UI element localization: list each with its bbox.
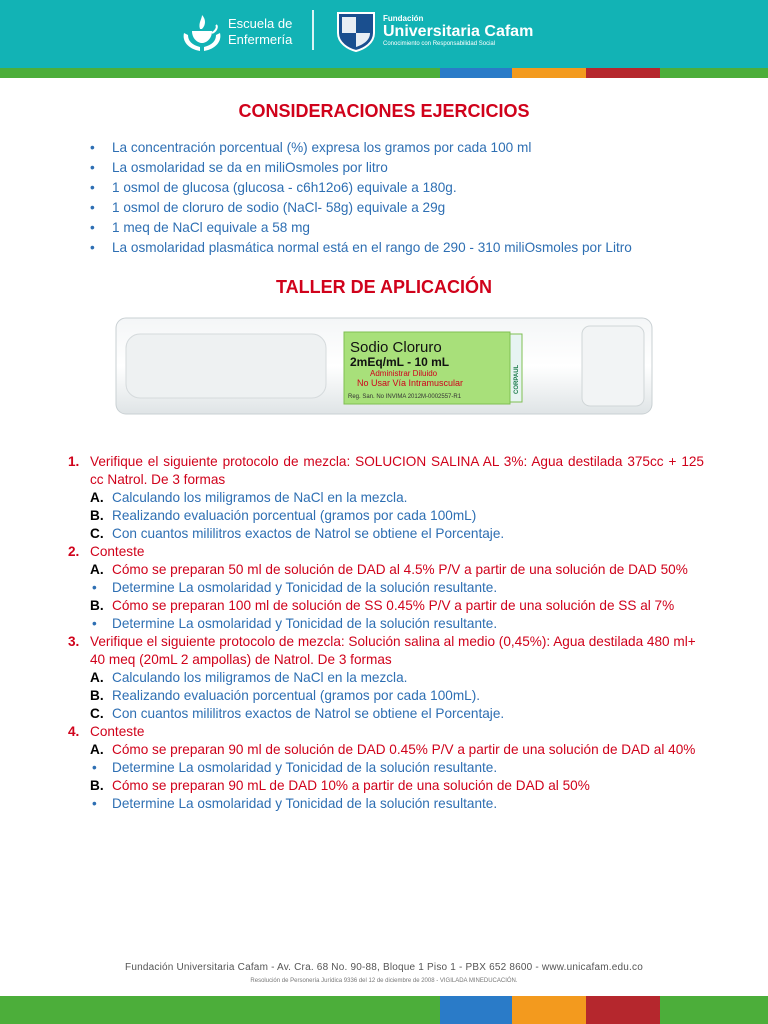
exercise-2-a-sub: • Determine La osmolaridad y Tonicidad de la solución resultante. [92, 580, 498, 595]
consideraciones-list [88, 138, 632, 258]
exercise-number: 1. [68, 454, 80, 469]
stripe-blue [440, 68, 512, 78]
list-item: • 1 meq de NaCl equivale a 58 mg [88, 218, 632, 238]
bullet-dot: • [92, 760, 97, 775]
ampoule-label-warn2: No Usar Vía Intramuscular [357, 378, 464, 388]
exercise-2 [64, 543, 704, 561]
exercise-3-a: A. Calculando los miligramos de NaCl en la mezcla. [90, 670, 408, 685]
list-item: • La osmolaridad se da en miliOsmoles por litro [88, 158, 632, 178]
stripe-red [586, 68, 660, 78]
exercise-text: Verifique el siguiente protocolo de mezcla: SOLUCION SALINA AL 3%: Agua destilada 375cc + 125 cc Natrol. De 3 formas [90, 454, 704, 487]
bullet-dot: • [92, 616, 97, 631]
footer-address: Fundación Universitaria Cafam - Av. Cra. 68 No. 90-88, Bloque 1 Piso 1 - PBX 652 8600 - www.unicafam.edu.co [125, 962, 643, 973]
exercise-4-b-sub: • Determine La osmolaridad y Tonicidad de la solución resultante. [92, 796, 498, 811]
nursing-lamp-hands-icon [180, 11, 224, 53]
cafam-line3: Conocimiento con Responsabilidad Social [383, 41, 496, 47]
stripe-orange [512, 996, 586, 1024]
exercise-3-b: B. Realizando evaluación porcentual (gramos por cada 100mL). [90, 688, 481, 703]
exercise-4-a-sub: • Determine La osmolaridad y Tonicidad de la solución resultante. [92, 760, 498, 775]
exercise-list [64, 453, 704, 813]
cafam-line1: Fundación [383, 14, 424, 23]
exercise-number: 3. [68, 634, 80, 649]
exercise-2-b-sub: • Determine La osmolaridad y Tonicidad de la solución resultante. [92, 616, 498, 631]
header-color-stripe [0, 68, 768, 78]
list-item: • 1 osmol de cloruro de sodio (NaCl- 58g) equivale a 29g [88, 198, 632, 218]
exercise-text: Verifique el siguiente protocolo de mezcla: Solución salina al medio (0,45%): Agua destilada 480 ml+ 40 meq (20mL 2 ampollas) de Natrol. De 3 formas [90, 634, 696, 667]
cafam-line2: Universitaria Cafam [383, 23, 534, 40]
stripe-red [586, 996, 660, 1024]
stripe-green [0, 996, 440, 1024]
exercise-1 [64, 453, 704, 489]
ampoule-label-warn1: Administrar Diluido [370, 369, 438, 378]
logo-divider [312, 10, 314, 50]
ampoule-label-conc: 2mEq/mL - 10 mL [350, 355, 450, 369]
exercise-1-c: C. Con cuantos mililitros exactos de Natrol se obtiene el Porcentaje. [90, 526, 505, 541]
list-item: • La osmolaridad plasmática normal está en el rango de 290 - 310 miliOsmoles por Litro [88, 238, 632, 258]
bullet-dot: • [92, 580, 97, 595]
stripe-orange [512, 68, 586, 78]
sodium-chloride-ampoule-image [112, 312, 656, 420]
exercise-4-b: B. Cómo se preparan 90 mL de DAD 10% a partir de una solución de DAD al 50% [90, 778, 590, 793]
cafam-shield-icon [334, 9, 378, 53]
cafam-logo [334, 9, 533, 53]
exercise-3 [64, 633, 704, 669]
ampoule-label-name: Sodio Cloruro [350, 339, 442, 356]
list-item: • 1 osmol de glucosa (glucosa - c6h12o6) equivale a 180g. [88, 178, 632, 198]
exercise-number: 4. [68, 724, 80, 739]
ampoule-label-reg: Reg. San. No INVIMA 2012M-0002557-R1 [348, 394, 462, 400]
footer-resolution: Resolución de Personería Jurídica 9336 del 12 de diciembre de 2008 - VIGILADA MINEDUCACIÓN. [250, 978, 518, 984]
exercise-text: Conteste [90, 724, 145, 739]
escuela-logo [180, 11, 292, 53]
exercise-text: Conteste [90, 544, 145, 559]
stripe-green-end [660, 996, 768, 1024]
exercise-4-a: A. Cómo se preparan 90 ml de solución de DAD 0.45% P/V a partir de una solución de DAD al 40% [90, 742, 696, 757]
ampoule-brand: CORPAUL [514, 364, 520, 394]
stripe-blue [440, 996, 512, 1024]
stripe-green-end [660, 68, 768, 78]
consideraciones-title: CONSIDERACIONES EJERCICIOS [238, 101, 530, 121]
list-item: • La concentración porcentual (%) expresa los gramos por cada 100 ml [88, 138, 632, 158]
exercise-2-b: B. Cómo se preparan 100 ml de solución de SS 0.45% P/V a partir de una solución de SS al 7% [90, 598, 675, 613]
exercise-number: 2. [68, 544, 80, 559]
exercise-1-b: B. Realizando evaluación porcentual (gramos por cada 100mL) [90, 508, 477, 523]
footer-color-stripe [0, 996, 768, 1024]
escuela-line2: Enfermería [228, 32, 293, 47]
bullet-dot: • [92, 796, 97, 811]
taller-title: TALLER DE APLICACIÓN [276, 277, 492, 297]
exercise-2-a: A. Cómo se preparan 50 ml de solución de DAD al 4.5% P/V a partir de una solución de DAD 50% [90, 562, 688, 577]
page-header [0, 0, 768, 68]
exercise-4 [64, 723, 704, 741]
exercise-1-a: A. Calculando los miligramos de NaCl en la mezcla. [90, 490, 408, 505]
escuela-line1: Escuela de [228, 16, 293, 31]
exercise-3-c: C. Con cuantos mililitros exactos de Natrol se obtiene el Porcentaje. [90, 706, 505, 721]
stripe-green [0, 68, 440, 78]
